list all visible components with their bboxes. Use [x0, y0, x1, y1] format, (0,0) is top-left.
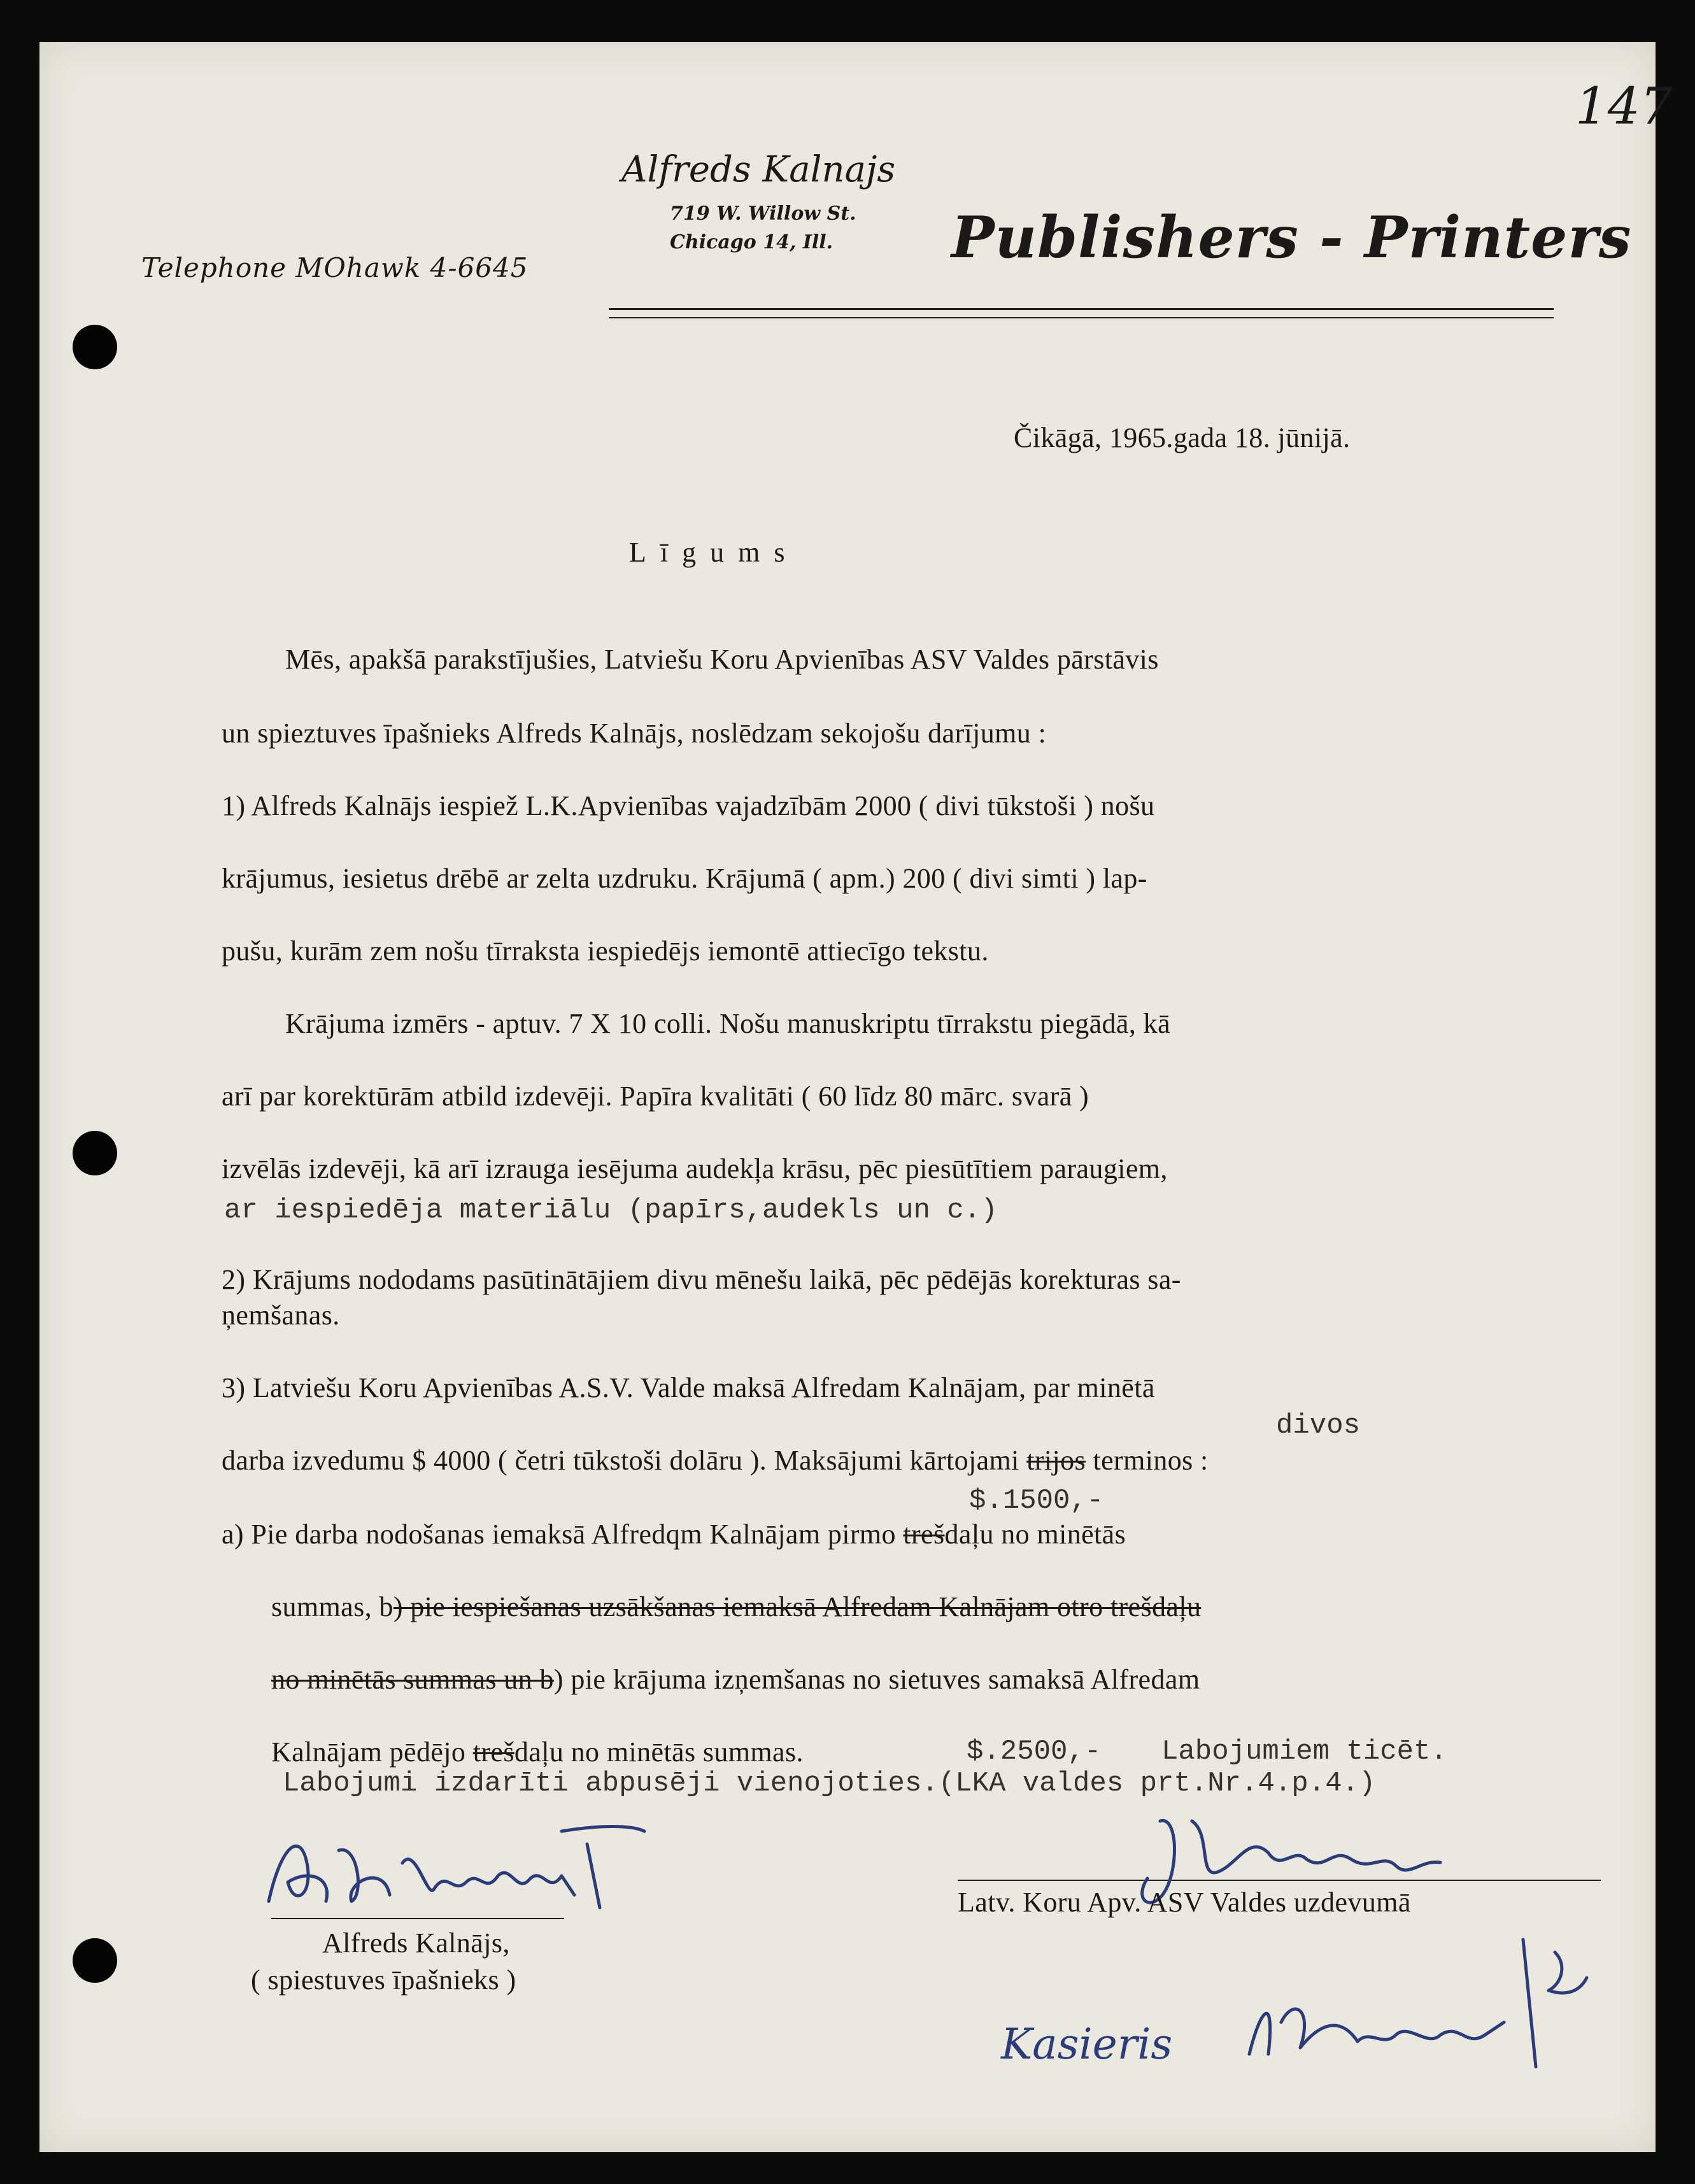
paragraph-line: summas, b) pie iespiešanas uzsākšanas iemaksā Alfredam Kalnājam otro trešdaļu	[271, 1591, 1202, 1622]
typed-note: Labojumi izdarīti abpusēji vienojoties.(LKA valdes prt.Nr.4.p.4.)	[283, 1768, 1376, 1799]
punch-hole	[73, 1131, 117, 1175]
typed-insert-line: ar iespiedēja materiālu (papīrs,audekls un c.)	[224, 1195, 998, 1226]
typed-amount: $.2500,-	[967, 1736, 1102, 1768]
cashier-signature	[1224, 1927, 1631, 2092]
signatory-role: Latv. Koru Apv. ASV Valdes uzdevumā	[958, 1887, 1411, 1918]
page-number: 147	[1575, 76, 1673, 136]
letterhead-city: Chicago 14, Ill.	[670, 231, 833, 253]
struck-word: treš	[903, 1519, 945, 1550]
typed-correction: divos	[1276, 1410, 1361, 1442]
punch-hole	[73, 1938, 117, 1983]
paragraph-line: arī par korektūrām atbild izdevēji. Papīra kvalitāti ( 60 līdz 80 mārc. svarā )	[222, 1081, 1089, 1112]
document-title: Līgums	[629, 537, 799, 568]
paragraph-line: ņemšanas.	[222, 1300, 340, 1331]
paragraph-line: un spieztuves īpašnieks Alfreds Kalnājs, noslēdzam sekojošu darījumu :	[222, 718, 1047, 749]
document-date: Čikāgā, 1965.gada 18. jūnijā.	[1014, 422, 1351, 453]
paragraph-line: 2) Krājums nododams pasūtinātājiem divu mēnešu laikā, pēc pēdējās korekturas sa-	[222, 1264, 1181, 1295]
handwritten-note: Kasieris	[1001, 2020, 1173, 2069]
document-page	[39, 42, 1673, 2152]
paragraph-line: pušu, kurām zem nošu tīrraksta iespiedējs iemontē attiecīgo tekstu.	[222, 935, 989, 967]
paragraph-line: Krājuma izmērs - aptuv. 7 X 10 colli. Nošu manuskriptu tīrrakstu piegādā, kā	[285, 1008, 1170, 1039]
paragraph-line: Kalnājam pēdējo trešdaļu no minētās summas.	[271, 1736, 804, 1768]
paragraph-line: darba izvedumu $ 4000 ( četri tūkstoši dolāru ). Maksājumi kārtojami trijos terminos :	[222, 1445, 1209, 1476]
signatory-role: ( spiestuves īpašnieks )	[251, 1964, 516, 1996]
paragraph-line: Mēs, apakšā parakstījušies, Latviešu Koru Apvienības ASV Valdes pārstāvis	[285, 644, 1159, 675]
paragraph-line: a) Pie darba nodošanas iemaksā Alfredqm Kalnājam pirmo trešdaļu no minētās	[222, 1519, 1126, 1550]
paragraph-line: 1) Alfreds Kalnājs iespiež L.K.Apvienības vajadzībām 2000 ( divi tūkstoši ) nošu	[222, 790, 1155, 821]
typed-note: Labojumiem ticēt.	[1161, 1736, 1447, 1768]
letterhead-rule	[609, 308, 1554, 310]
paragraph-line: no minētās summas un b) pie krājuma izņemšanas no sietuves samaksā Alfredam	[271, 1664, 1200, 1695]
letterhead-business: Publishers - Printers	[951, 204, 1632, 271]
paragraph-line: 3) Latviešu Koru Apvienības A.S.V. Valde maksā Alfredam Kalnājam, par minētā	[222, 1372, 1155, 1403]
struck-word: trijos	[1026, 1445, 1086, 1476]
paragraph-line: izvēlās izdevēji, kā arī izrauga iesējuma audekļa krāsu, pēc piesūtītiem paraugiem,	[222, 1153, 1168, 1184]
signature-left	[256, 1806, 651, 1933]
struck-word: treš	[472, 1736, 514, 1768]
punch-hole	[73, 325, 117, 369]
letterhead-name: Alfreds Kalnajs	[621, 149, 896, 190]
paragraph-line: krājumus, iesietus drēbē ar zelta uzdruku. Krājumā ( apm.) 200 ( divi simti ) lap-	[222, 863, 1147, 894]
signatory-name: Alfreds Kalnājs,	[322, 1927, 510, 1959]
typed-correction: $.1500,-	[969, 1485, 1104, 1517]
letterhead-telephone: Telephone MOhawk 4-6645	[141, 252, 528, 283]
letterhead-rule	[609, 317, 1554, 318]
struck-text: ) pie iespiešanas uzsākšanas iemaksā Alfredam Kalnājam otro trešdaļu	[393, 1591, 1202, 1622]
letterhead-street: 719 W. Willow St.	[670, 202, 856, 225]
struck-text: no minētās summas un b	[271, 1664, 554, 1695]
